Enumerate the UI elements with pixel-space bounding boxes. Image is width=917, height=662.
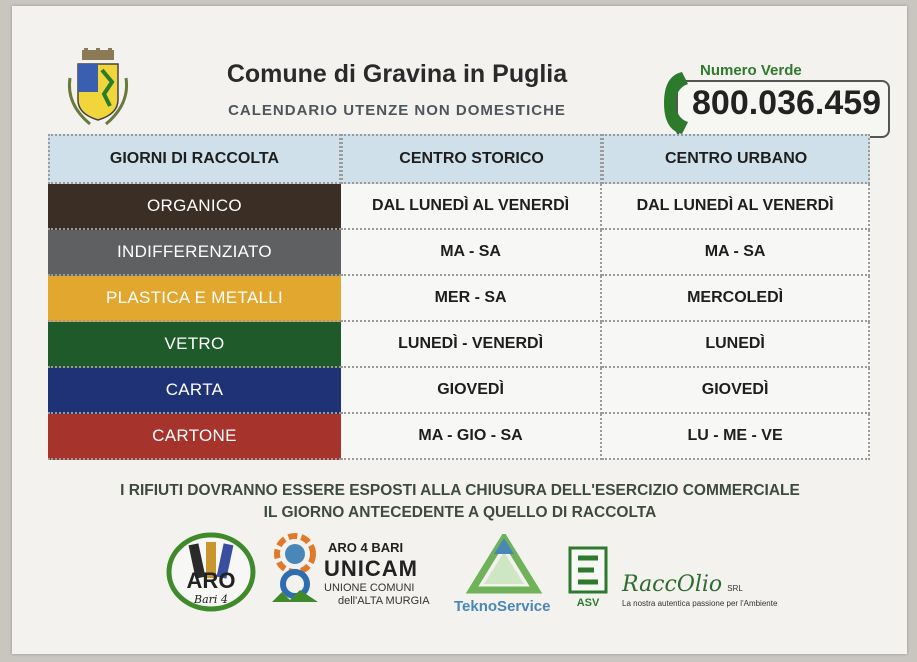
- unicam-sub-1: UNIONE COMUNI: [324, 582, 415, 594]
- header-centro-urbano: CENTRO URBANO: [602, 134, 870, 184]
- centro-storico-days: DAL LUNEDÌ AL VENERDÌ: [341, 184, 602, 230]
- notice-line-1: I RIFIUTI DOVRANNO ESSERE ESPOSTI ALLA CHIUSURA DELL'ESERCIZIO COMMERCIALE: [120, 482, 800, 499]
- aro-logo-text: ARO: [186, 568, 236, 593]
- page-title: Comune di Gravina in Puglia: [226, 60, 568, 88]
- aro-bari-logo: [166, 532, 256, 612]
- unicam-mark-icon: [268, 532, 322, 606]
- raccolio-logo: [622, 572, 777, 608]
- table-row: [48, 414, 870, 460]
- asv-logo-text: ASV: [576, 597, 600, 609]
- waste-category: CARTA: [48, 368, 341, 414]
- table-row: [48, 184, 870, 230]
- aro-logo-sub: Bari 4: [194, 593, 228, 606]
- centro-urbano-days: MA - SA: [602, 230, 870, 276]
- centro-urbano-days: MERCOLEDÌ: [602, 276, 870, 322]
- unicam-aro-label: ARO 4 BARI: [328, 540, 404, 555]
- numero-verde-number: 800.036.459: [692, 84, 882, 122]
- centro-urbano-days: GIOVEDÌ: [602, 368, 870, 414]
- notice-text: [60, 480, 860, 524]
- header-centro-storico: CENTRO STORICO: [341, 134, 602, 184]
- centro-storico-days: MA - SA: [341, 230, 602, 276]
- partner-logos: [150, 528, 790, 618]
- page-subtitle: CALENDARIO UTENZE NON DOMESTICHE: [228, 102, 566, 119]
- waste-category: PLASTICA E METALLI: [48, 276, 341, 322]
- raccolio-srl: SRL: [727, 584, 743, 593]
- waste-category: VETRO: [48, 322, 341, 368]
- unicam-logo: [268, 532, 430, 610]
- centro-storico-days: GIOVEDÌ: [341, 368, 602, 414]
- phone-handset-icon: [660, 70, 694, 136]
- coat-of-arms-icon: [64, 48, 132, 130]
- table-row: [48, 322, 870, 368]
- centro-storico-days: MER - SA: [341, 276, 602, 322]
- asv-logo: [566, 544, 614, 610]
- recycle-triangle-icon: [448, 534, 560, 596]
- teknoservice-logo: [448, 534, 560, 616]
- notice-line-2: IL GIORNO ANTECEDENTE A QUELLO DI RACCOLTA: [263, 504, 657, 521]
- waste-category: INDIFFERENZIATO: [48, 230, 341, 276]
- centro-storico-days: MA - GIO - SA: [341, 414, 602, 460]
- centro-urbano-days: LU - ME - VE: [602, 414, 870, 460]
- centro-urbano-days: LUNEDÌ: [602, 322, 870, 368]
- table-header-row: [48, 134, 870, 184]
- unicam-sub-2: dell'ALTA MURGIA: [338, 595, 430, 607]
- table-row: [48, 230, 870, 276]
- unicam-name: UNICAM: [324, 556, 418, 581]
- waste-category: ORGANICO: [48, 184, 341, 230]
- numero-verde-label: Numero Verde: [697, 62, 805, 79]
- waste-category: CARTONE: [48, 414, 341, 460]
- table-row: [48, 368, 870, 414]
- raccolio-name: RaccOlio: [622, 572, 723, 597]
- table-row: [48, 276, 870, 322]
- centro-urbano-days: DAL LUNEDÌ AL VENERDÌ: [602, 184, 870, 230]
- centro-storico-days: LUNEDÌ - VENERDÌ: [341, 322, 602, 368]
- header-giorni: GIORNI DI RACCOLTA: [48, 134, 341, 184]
- collection-calendar-table: [48, 134, 870, 460]
- teknoservice-text: TeknoService: [454, 598, 551, 615]
- raccolio-tagline: La nostra autentica passione per l'Ambiente: [622, 599, 778, 608]
